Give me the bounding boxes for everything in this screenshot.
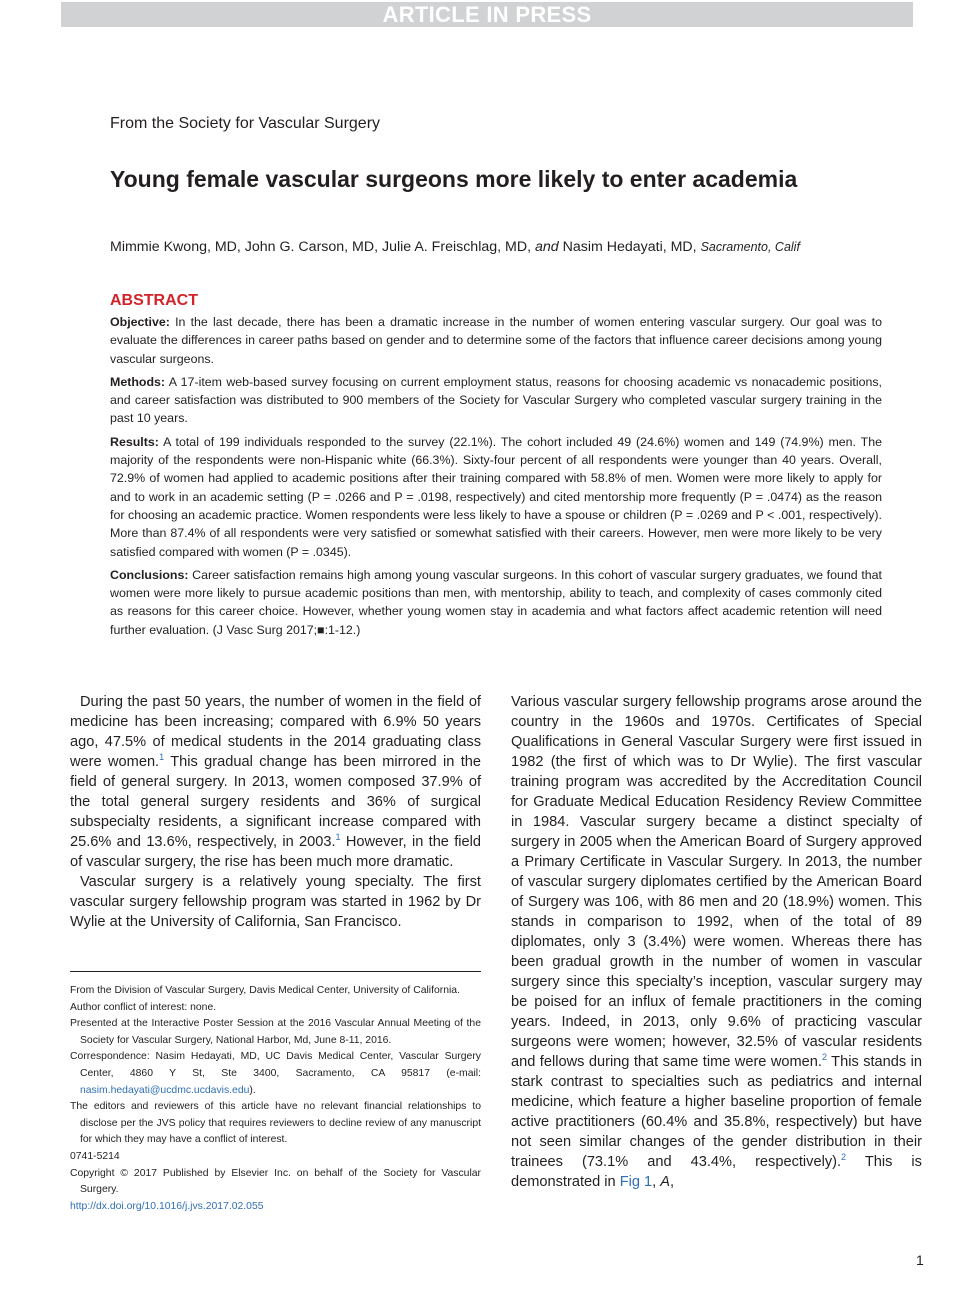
footnote-affiliation: From the Division of Vascular Surgery, Davis Medical Center, University of California. (70, 985, 460, 996)
footnote-conflict: Author conflict of interest: none. (70, 1001, 217, 1013)
reference-link[interactable]: 1 (335, 832, 341, 843)
figure-panel-label: A (660, 1174, 671, 1190)
author-names: Mimmie Kwong, MD, John G. Carson, MD, Julie A. Freischlag, MD, (110, 239, 532, 255)
body-paragraph: Vascular surgery is a relatively young specialty. The first vascular surgery fellowship program was started in 1962 by Dr Wylie at the University of California, San Francisco. (70, 874, 481, 930)
body-text: , (670, 1174, 675, 1190)
article-title: Young female vascular surgeons more likely to enter academia (110, 166, 798, 192)
correspondence-end: ). (249, 1084, 256, 1096)
body-text: , (652, 1174, 661, 1190)
correspondence-text: Correspondence: Nasim Hedayati, MD, UC Davis Medical Center, Vascular Surgery Center, 4860 Y St, Ste 3400, Sacramento, CA 95817 (e-mail: (70, 1051, 481, 1079)
reference-link[interactable]: 1 (159, 752, 165, 763)
body-text: During the past 50 years, the number of women in the field of medicine has been increasing; compared with 6.9% 50 years ago, 47.5% of medical students in the 2014 graduating class were women. (70, 694, 481, 770)
author-and: and (534, 239, 559, 255)
footnote-copyright: Copyright © 2017 Published by Elsevier Inc. on behalf of the Society for Vascular Surgery. (70, 1167, 481, 1196)
body-paragraph (70, 692, 481, 872)
page-number: 1 (916, 1252, 924, 1268)
author-last: Nasim Hedayati, MD, (562, 239, 697, 255)
body-text: This gradual change has been mirrored in the field of general surgery. In 2013, women composed 37.9% of the total general surgery residents and 36% of surgical subspecialty residents, a significant increase compared with 25.6% and 13.6%, respectively, in 2003. (70, 754, 481, 850)
author-location: Sacramento, Calif (700, 240, 800, 254)
figure-link[interactable]: Fig 1 (619, 1174, 653, 1190)
methods-label: Methods: (110, 374, 166, 389)
body-right-column (511, 692, 922, 1192)
footnote-correspondence (70, 1049, 481, 1099)
body-text: However, in the field of vascular surgery, the rise has been much more dramatic. (70, 834, 481, 870)
results-label: Results: (110, 434, 159, 449)
body-paragraph (511, 692, 922, 1192)
section-label: From the Society for Vascular Surgery (110, 115, 381, 132)
footnote-editors: The editors and reviewers of this article have no relevant financial relationships to disclose per the JVS policy that requires reviewers to decline review of any manuscript for which they may have a conflict of interest. (70, 1101, 481, 1146)
author-list (110, 239, 800, 255)
objective-text: In the last decade, there has been a dramatic increase in the number of women entering vascular surgery. Our goal was to evaluate the differences in career paths based on gender and to determine some of the factors that influence career decisions among young vascular surgeons. (110, 315, 882, 366)
objective-label: Objective: (110, 315, 170, 329)
footnote-issn: 0741-5214 (70, 1150, 120, 1162)
body-left-column (70, 692, 481, 932)
doi-link[interactable]: http://dx.doi.org/10.1016/j.jvs.2017.02.055 (70, 1200, 264, 1212)
body-text: This stands in stark contrast to specialties such as pediatrics and internal medicine, which feature a higher baseline proportion of female active practitioners (60.4% and 35.8%, respectively) but have not seen similar changes of the gender distribution in their trainees (73.1% and 43.4%, respectively). (511, 1054, 922, 1170)
abstract (110, 292, 882, 644)
reference-link[interactable]: 2 (841, 1152, 847, 1163)
abstract-results (110, 433, 882, 561)
abstract-heading: ABSTRACT (110, 292, 198, 309)
footnotes (70, 983, 481, 1215)
conclusions-label: Conclusions: (110, 567, 189, 582)
conclusions-text: Career satisfaction remains high among young vascular surgeons. In this cohort of vascular surgery graduates, we found that women were more likely to pursue academic positions than men, with mentorship, ability to teach, and complexity of cases commonly cited as reasons for this career choice. However, whether young women stay in academia and what factors affect academic retention will need further evaluation. (J Vasc Surg 2017;■:1-12.) (110, 567, 882, 637)
footnote-divider (70, 971, 481, 972)
results-text: A total of 199 individuals responded to the survey (22.1%). The cohort included 49 (24.6%) women and 149 (74.9%) men. The majority of the respondents were non-Hispanic white (66.3%). Sixty-four percent of all respondents were younger than 40 years. Overall, 72.9% of women had applied to academic positions after their training compared with 58.8% of men. Women were more likely to apply for and to work in an academic setting (P = .0266 and P = .0198, respectively) and cited mentorship more frequently (P = .0474) as the reason for choosing an academic practice. Women respondents were less likely to have a spouse or children (P = .0269 and P < .001, respectively). More than 87.4% of all respondents were very satisfied or somewhat satisfied with their careers. However, men were more likely to be very satisfied compared with women (P = .0345). (110, 434, 882, 559)
abstract-methods (110, 373, 882, 428)
email-link[interactable]: nasim.hedayati@ucdmc.ucdavis.edu (80, 1084, 250, 1096)
article-in-press-banner: ARTICLE IN PRESS (61, 2, 913, 27)
reference-link[interactable]: 2 (821, 1052, 827, 1063)
abstract-conclusions (110, 566, 882, 639)
footnote-presented: Presented at the Interactive Poster Session at the 2016 Vascular Annual Meeting of the Society for Vascular Surgery, National Harbor, Md, June 8-11, 2016. (70, 1018, 481, 1046)
body-text: Various vascular surgery fellowship programs arose around the country in the 1960s and 1970s. Certificates of Special Qualifications in General Vascular Surgery were first issued in 1982 (the first of which was to Dr Wylie). The first vascular training program was accredited by the Accreditation Council for Graduate Medical Education Residency Review Committee in 1984. Vascular surgery became a distinct specialty of surgery in 2005 when the American Board of Surgery approved a Primary Certificate in Vascular Surgery. In 2013, the number of vascular surgery diplomates certified by the American Board of Surgery was 106, with 86 men and 20 (18.9%) women. This stands in comparison to 1992, when of the total of 89 diplomates, only 3 (3.4%) were women. Whereas there has been gradual growth in the number of women in vascular surgery since this specialty’s inception, vascular surgery may be poised for an influx of female practitioners in the coming years. Indeed, in 2013, only 9.6% of practicing vascular surgeons were women; however, 32.5% of vascular residents and fellows during that same time were women. (511, 694, 922, 1070)
abstract-objective (110, 313, 882, 368)
methods-text: A 17-item web-based survey focusing on current employment status, reasons for choosing academic vs nonacademic positions, and career satisfaction was distributed to 900 members of the Society for Vascular Surgery who completed vascular surgery training in the past 10 years. (110, 374, 882, 426)
body-text: This is demonstrated in (511, 1154, 922, 1190)
